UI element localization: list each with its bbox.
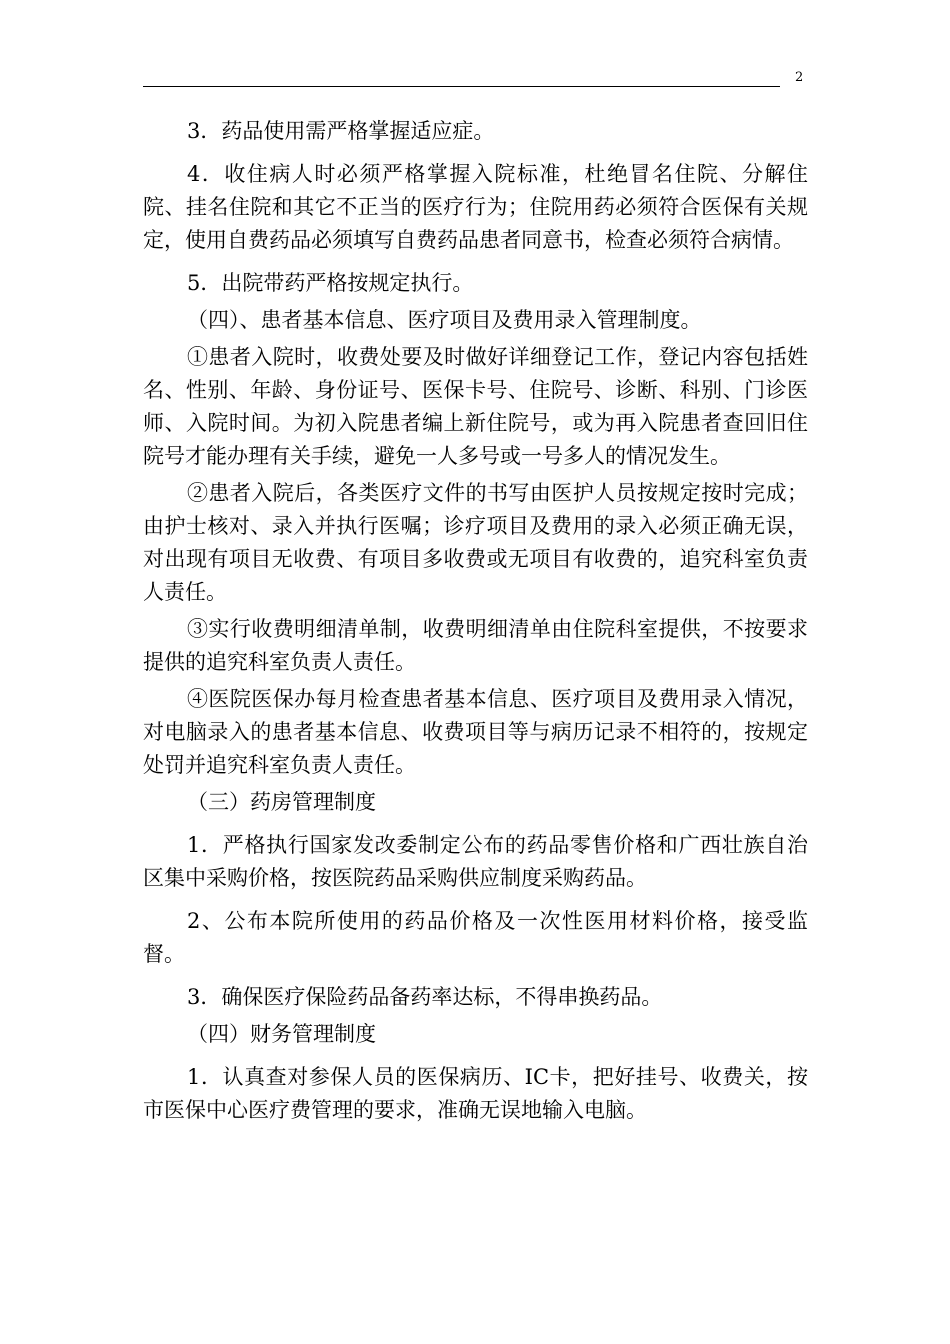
document-body [143, 115, 808, 1127]
page-number: 2 [795, 70, 804, 85]
header-rule [143, 86, 780, 87]
paragraph-admission-registration: ①患者入院时，收费处要及时做好详细登记工作，登记内容包括姓名、性别、年龄、身份证号、医保卡号、住院号、诊断、科别、门诊医师、入院时间。为初入院患者编上新住院号，或为再入院患者查回旧住院号才能办理有关手续，避免一人多号或一号多人的情况发生。 [143, 345, 808, 468]
paragraph-discharge-medication: 5．出院带药严格按规定执行。 [187, 271, 474, 295]
paragraph-drug-pricing: 1．严格执行国家发改委制定公布的药品零售价格和广西壮族自治区集中采购价格，按医院药品采购供应制度采购药品。 [143, 833, 808, 890]
paragraph-admission-standard: 4．收住病人时必须严格掌握入院标准，杜绝冒名住院、分解住院、挂名住院和其它不正当的医疗行为；住院用药必须符合医保有关规定，使用自费药品必须填写自费药品患者同意书，检查必须符合病情。 [143, 162, 808, 252]
paragraph-fee-itemization: ③实行收费明细清单制，收费明细清单由住院科室提供，不按要求提供的追究科室负责人责任。 [143, 617, 808, 674]
paragraph-insurance-check: 1．认真查对参保人员的医保病历、IC卡，把好挂号、收费关，按市医保中心医疗费管理的要求，准确无误地输入电脑。 [143, 1065, 808, 1122]
paragraph-drug-indication: 3．药品使用需严格掌握适应症。 [187, 119, 495, 143]
paragraph-drug-stock-rate: 3．确保医疗保险药品备药率达标，不得串换药品。 [187, 985, 663, 1009]
section-heading-info-entry: （四）、患者基本信息、医疗项目及费用录入管理制度。 [187, 308, 702, 332]
paragraph-price-publication: 2、公布本院所使用的药品价格及一次性医用材料价格，接受监督。 [143, 909, 808, 966]
section-heading-finance: （四）财务管理制度 [187, 1022, 376, 1046]
paragraph-monthly-inspection: ④医院医保办每月检查患者基本信息、医疗项目及费用录入情况，对电脑录入的患者基本信息、收费项目等与病历记录不相符的，按规定处罚并追究科室负责人责任。 [143, 687, 808, 777]
paragraph-medical-documents: ②患者入院后，各类医疗文件的书写由医护人员按规定按时完成；由护士核对、录入并执行医嘱；诊疗项目及费用的录入必须正确无误，对出现有项目无收费、有项目多收费或无项目有收费的，追究科室负责人责任。 [143, 481, 808, 604]
section-heading-pharmacy: （三）药房管理制度 [187, 790, 376, 814]
